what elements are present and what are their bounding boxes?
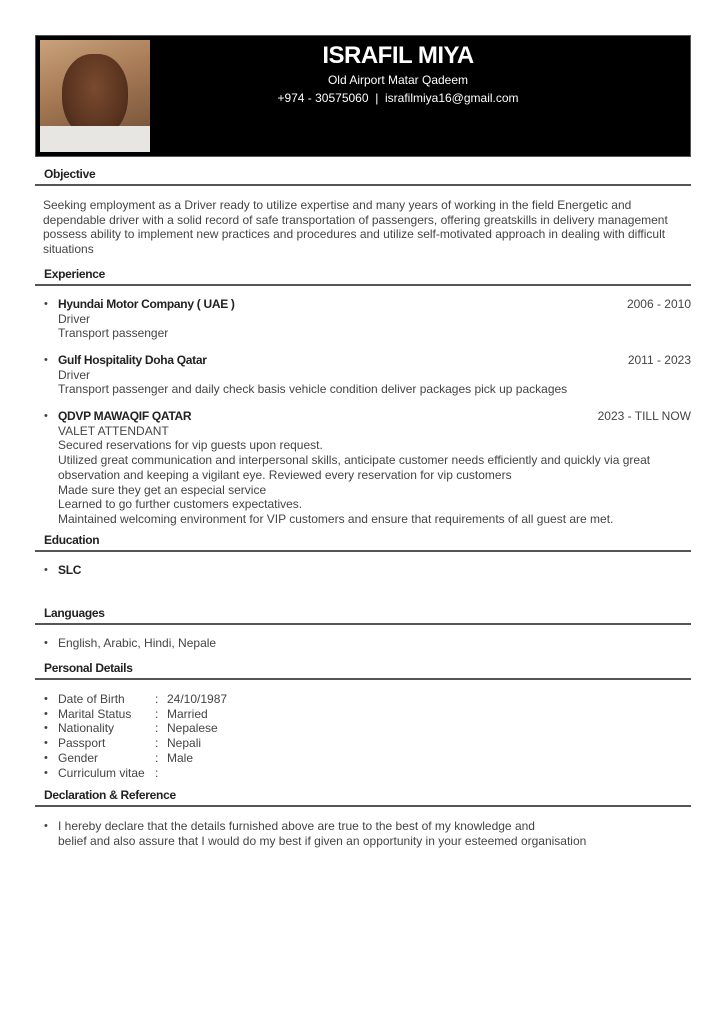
experience-item	[35, 353, 691, 397]
candidate-contact	[36, 91, 690, 105]
declaration-item	[35, 819, 691, 848]
contact-separator: |	[375, 91, 379, 105]
candidate-phone: +974 - 30575060	[277, 91, 369, 105]
section-title-experience: Experience	[35, 267, 691, 286]
experience-role: Driver	[58, 311, 90, 326]
experience-item	[35, 409, 691, 527]
language-item: • English, Arabic, Hindi, Nepale	[35, 636, 691, 651]
personal-detail-row	[35, 692, 691, 707]
education-list	[35, 563, 691, 578]
declaration-line: belief and also assure that I would do my best if given an opportunity in your esteemed organisation	[58, 833, 587, 848]
personal-detail-label: • Date of Birth	[58, 692, 125, 707]
colon: :	[155, 736, 159, 751]
experience-dates: 2023 - TILL NOW	[597, 409, 691, 424]
experience-company: • Hyundai Motor Company ( UAE )	[58, 296, 235, 311]
personal-details-list	[35, 692, 691, 780]
section-title-declaration: Declaration & Reference	[35, 788, 691, 807]
experience-dates: 2011 - 2023	[627, 352, 691, 367]
candidate-name: ISRAFIL MIYA	[322, 42, 474, 69]
personal-detail-row	[35, 707, 691, 722]
experience-line: Learned to go further customers expectatives.	[58, 497, 303, 512]
personal-detail-label: • Passport	[58, 736, 106, 751]
experience-line: Transport passenger and daily check basis vehicle condition deliver packages pick up packages	[58, 382, 568, 397]
personal-detail-value: 24/10/1987	[167, 692, 228, 707]
personal-detail-label: • Gender	[58, 750, 99, 765]
experience-line: Maintained welcoming environment for VIP customers and ensure that requirements of all guest are met.	[58, 511, 614, 526]
personal-detail-label: • Marital Status	[58, 706, 132, 721]
section-title-languages: Languages	[35, 606, 691, 625]
experience-item	[35, 297, 691, 341]
colon: :	[155, 721, 159, 736]
experience-list	[35, 297, 691, 527]
experience-line: Utilized great communication and interpersonal skills, anticipate customer needs efficiently and quickly via great observation and keeping a vigilant eye. Reviewed every reservation for vip customers	[58, 453, 651, 482]
experience-line: Made sure they get an especial service	[58, 482, 267, 497]
experience-role: Driver	[58, 367, 90, 382]
declaration-list	[35, 819, 691, 848]
personal-detail-row	[35, 721, 691, 736]
experience-role: VALET ATTENDANT	[58, 423, 169, 438]
section-title-personal-details: Personal Details	[35, 661, 691, 680]
personal-detail-value: Married	[167, 706, 208, 721]
personal-detail-label: • Curriculum vitae	[58, 765, 145, 780]
experience-dates: 2006 - 2010	[626, 296, 691, 311]
colon: :	[155, 692, 159, 707]
experience-line: Transport passenger	[58, 326, 169, 341]
languages-list	[35, 636, 691, 651]
experience-company: • QDVP MAWAQIF QATAR	[58, 409, 192, 424]
resume-page	[35, 35, 691, 849]
experience-line: Secured reservations for vip guests upon request.	[58, 438, 323, 453]
section-title-education: Education	[35, 533, 691, 552]
declaration-line: • I hereby declare that the details furnished above are true to the best of my knowledge and	[58, 819, 535, 834]
personal-detail-label: • Nationality	[58, 721, 115, 736]
personal-detail-row	[35, 751, 691, 766]
section-title-objective: Objective	[35, 167, 691, 186]
colon: :	[155, 765, 159, 780]
personal-detail-row	[35, 766, 691, 781]
personal-detail-row	[35, 736, 691, 751]
personal-detail-value: Male	[167, 750, 194, 765]
colon: :	[155, 750, 159, 765]
colon: :	[155, 706, 159, 721]
objective-text: Seeking employment as a Driver ready to utilize expertise and many years of working in the field Energetic and dependable driver with a solid record of safe transportation of passengers, offering greatskills in delivery management possess ability to implement new practices and procedures and utilize self-motivated approach in dealing with difficult situations	[43, 198, 668, 257]
education-item	[35, 563, 691, 578]
candidate-email: israfilmiya16@gmail.com	[385, 91, 519, 105]
resume-header	[35, 35, 691, 157]
education-degree: SLC	[58, 562, 82, 577]
personal-detail-value: Nepali	[167, 736, 202, 751]
candidate-address: Old Airport Matar Qadeem	[327, 73, 469, 87]
experience-company: • Gulf Hospitality Doha Qatar	[58, 352, 207, 367]
profile-photo-shirt	[40, 126, 150, 152]
personal-detail-value: Nepalese	[167, 721, 218, 736]
